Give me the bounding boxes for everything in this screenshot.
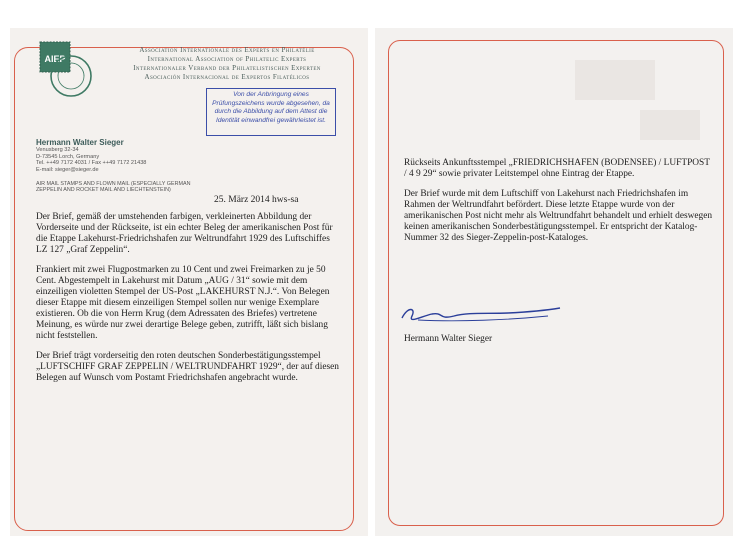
- paragraph: Der Brief, gemäß der umstehenden farbigen, verkleinerten Abbildung der Vorderseite und der Rückseite, ist ein echter Beleg der amerikanischen Post für die Etappe Lakehurst-Friedrichshafen zur Weltrundfahrt 1929 des Luftschiffes LZ 127 „Graf Zeppelin“.: [36, 212, 333, 255]
- logo-text: AIEP: [44, 54, 66, 64]
- paragraph: Rückseits Ankunftsstempel „FRIEDRICHSHAFEN (BODENSEE) / LUFTPOST / 4 9 29“ sowie privater Leitstempel ohne Eintrag der Etappe.: [404, 158, 710, 179]
- association-header: [104, 46, 350, 82]
- paragraph: Der Brief wurde mit dem Luftschiff von Lakehurst nach Friedrichshafen im Rahmen der Weltrundfahrt befördert. Diese letzte Etappe wurde von der amerikanischen Post nicht mehr als Weltrundfahrt behandelt und erhielt deswegen keinen amerikanischen Sonderbestätigungsstempel. Er entspricht der Katalog-Nummer 32 des Sieger-Zeppelin-post-Kataloges.: [404, 189, 713, 243]
- identity-stamp: Von der Anbringung eines Prüfungszeichens wurde abgesehen, da durch die Abbildung auf dem Attest die Identität einwandfrei gewährleistet ist.: [206, 88, 336, 136]
- association-line-es: Asociación Internacional de Expertos Filatélicos: [144, 73, 310, 81]
- letter-date: 25. März 2014 hws-sa: [214, 195, 299, 205]
- aiep-logo-icon: [36, 40, 96, 100]
- right-body-text: [404, 158, 714, 253]
- sender-city: D-73545 Lorch, Germany: [36, 153, 100, 160]
- sender-phone: Tel. ++49 7172 4031 / Fax ++49 7172 21438: [36, 160, 147, 167]
- signature-icon: [398, 302, 563, 326]
- association-line-en: International Association of Philatelic Experts: [147, 55, 307, 63]
- association-line-fr: Association Internationale des Experts en Philatélie: [139, 46, 315, 54]
- paragraph: Der Brief trägt vorderseitig den roten deutschen Sonderbestätigungsstempel „LUFTSCHIFF GRAF ZEPPELIN / WELTRUNDFAHRT 1929“, der auf diesen Belegen auf Wunsch vom Postamt Friedrichshafen angebracht wurde.: [36, 351, 339, 383]
- paragraph: Frankiert mit zwei Flugpostmarken zu 10 Cent und zwei Freimarken zu je 50 Cent. Abgestempelt in Lakehurst mit Datum „AUG / 31“ sowie mit dem einzeiligen violetten Stempel der US-Post „LAKEHURST N.J.“. Von Belegen dieser Etappe mit diesem einzeiligen Stempel sollen nur wenige Exemplare existieren. Ob die von Herrn Krug (dem Adressaten des Briefes) vertretene Meinung, es würde nur zwei derartige Belege geben, zutrifft, läßt sich bislang nicht feststellen.: [36, 265, 330, 341]
- left-body-text: [36, 212, 342, 393]
- signer-name: Hermann Walter Sieger: [404, 334, 493, 344]
- sender-email: E-mail: sieger@sieger.de: [36, 166, 99, 173]
- association-line-de: Internationaler Verband der Philatelistischen Experten: [133, 64, 321, 72]
- right-page-frame: [388, 40, 724, 526]
- sender-block: [36, 138, 146, 173]
- sender-name: Hermann Walter Sieger: [36, 138, 124, 147]
- sender-street: Venusberg 32-34: [36, 147, 79, 153]
- airmail-note: AIR MAIL STAMPS AND FLOWN MAIL (ESPECIALLY GERMAN ZEPPELIN AND ROCKET MAIL AND LIECHTENSTEIN): [36, 181, 191, 194]
